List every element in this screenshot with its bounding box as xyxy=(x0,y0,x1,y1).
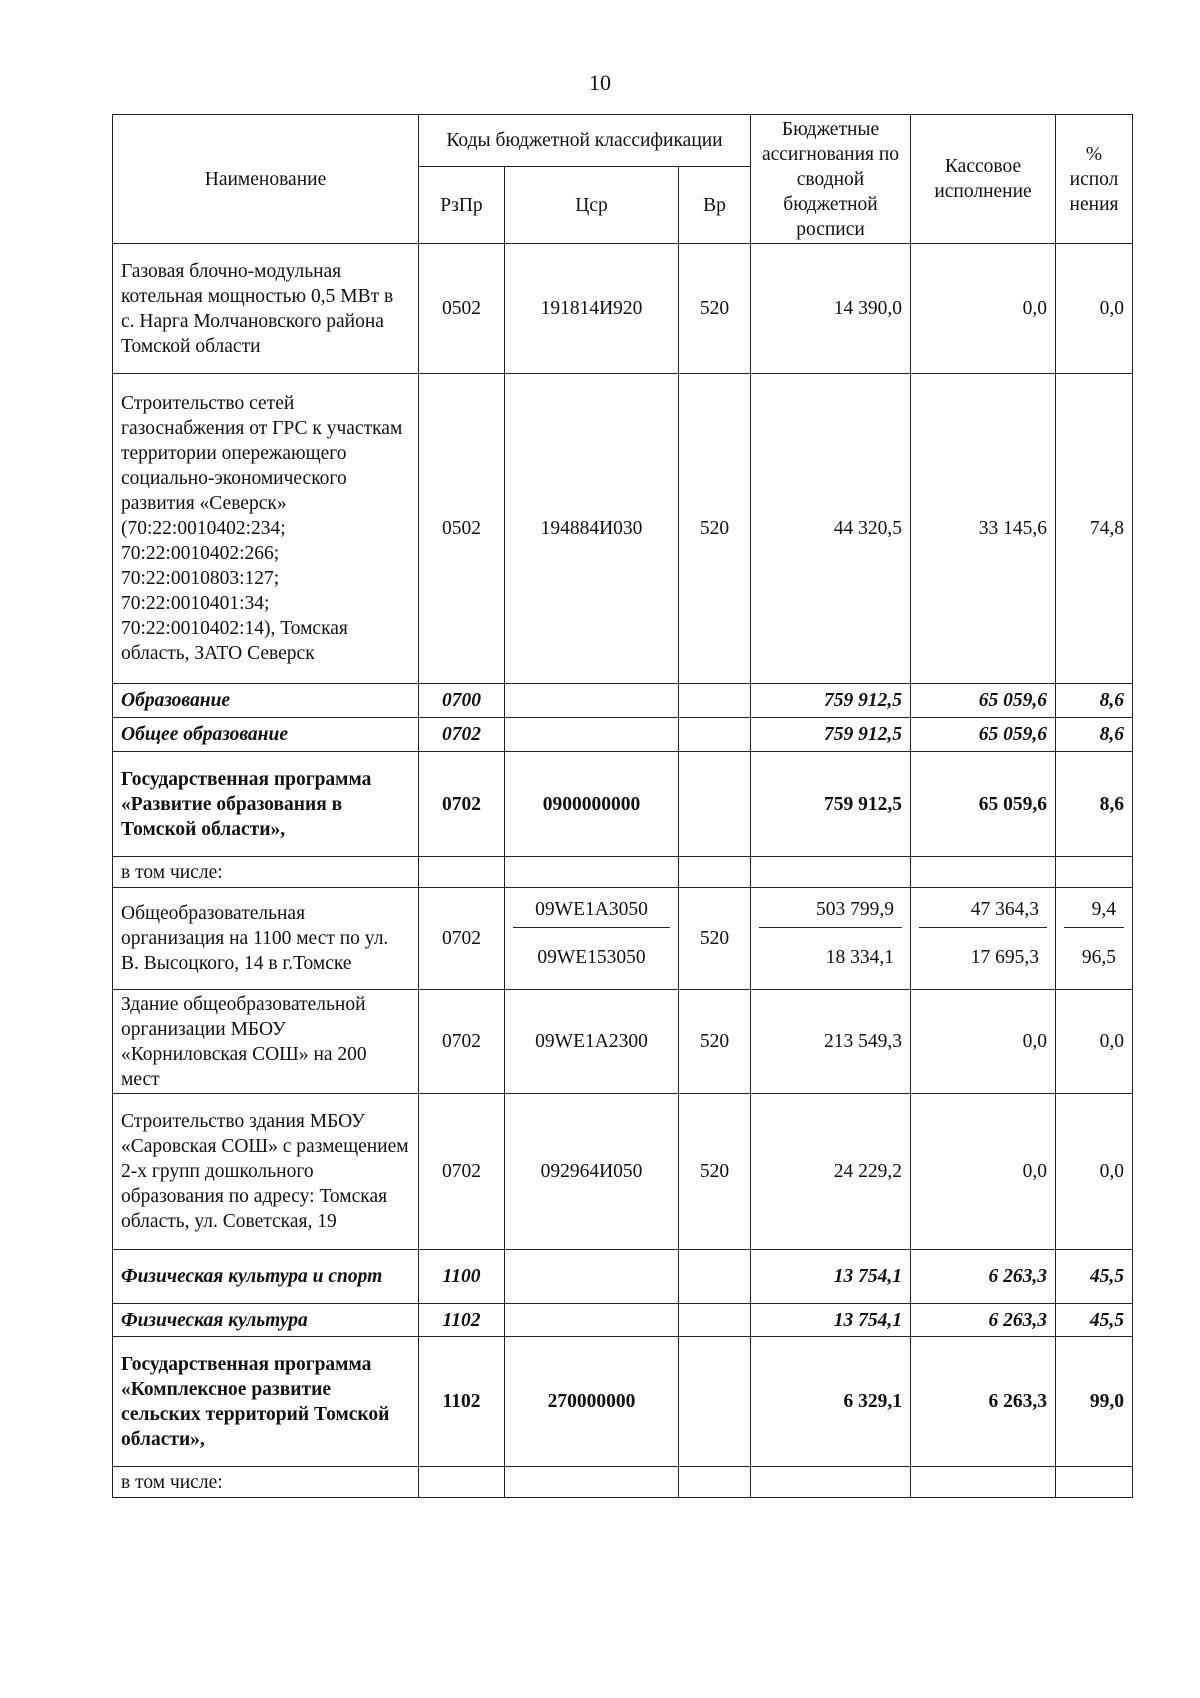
row-name: в том числе: xyxy=(113,1467,419,1498)
row-budget: 13 754,1 xyxy=(751,1304,911,1337)
header-budget: Бюджетные ассигнования по сводной бюджетной росписи xyxy=(751,115,911,244)
row-vr xyxy=(679,1250,751,1304)
row-budget: 6 329,1 xyxy=(751,1337,911,1467)
row-rzpr: 0502 xyxy=(419,374,505,684)
row-vr: 520 xyxy=(679,374,751,684)
row-budget: 13 754,1 xyxy=(751,1250,911,1304)
row-name: Строительство здания МБОУ «Саровская СОШ» с размещением 2-х групп дошкольного образования по адресу: Томская область, ул. Советская, 19 xyxy=(113,1094,419,1250)
row-percent-split xyxy=(1056,888,1133,990)
row-budget: 14 390,0 xyxy=(751,244,911,374)
row-budget: 18 334,1 xyxy=(825,946,895,968)
row-name: Государственная программа «Комплексное развитие сельских территорий Томской области», xyxy=(113,1337,419,1467)
row-name: Физическая культура и спорт xyxy=(113,1250,419,1304)
row-csr xyxy=(505,718,679,752)
row-csr: 0900000000 xyxy=(505,752,679,857)
header-name: Наименование xyxy=(113,115,419,244)
row-budget: 759 912,5 xyxy=(751,684,911,718)
row-budget-split xyxy=(751,888,911,990)
row-percent: 0,0 xyxy=(1056,244,1133,374)
row-percent: 96,5 xyxy=(1081,946,1117,968)
row-budget: 759 912,5 xyxy=(751,752,911,857)
row-name: в том числе: xyxy=(113,857,419,888)
row-percent: 8,6 xyxy=(1056,684,1133,718)
row-budget: 44 320,5 xyxy=(751,374,911,684)
row-name: Физическая культура xyxy=(113,1304,419,1337)
row-name: Образование xyxy=(113,684,419,718)
header-codes-group: Коды бюджетной классификации xyxy=(419,115,751,167)
row-rzpr: 0702 xyxy=(419,888,505,990)
table-row xyxy=(113,244,1133,374)
table-row xyxy=(113,990,1133,1094)
row-name: Общеобразовательная организация на 1100 мест по ул. В. Высоцкого, 14 в г.Томске xyxy=(113,888,419,990)
row-csr xyxy=(505,1250,679,1304)
row-cash: 0,0 xyxy=(911,1094,1056,1250)
table-row xyxy=(113,374,1133,684)
row-csr: 092964И050 xyxy=(505,1094,679,1250)
table-row xyxy=(113,1337,1133,1467)
row-cash: 65 059,6 xyxy=(911,718,1056,752)
row-percent: 45,5 xyxy=(1056,1250,1133,1304)
row-percent: 9,4 xyxy=(1064,891,1124,928)
row-cash: 6 263,3 xyxy=(911,1304,1056,1337)
row-vr xyxy=(679,752,751,857)
row-vr xyxy=(679,1304,751,1337)
row-rzpr: 1100 xyxy=(419,1250,505,1304)
header-percent: % испол нения xyxy=(1056,115,1133,244)
row-cash: 6 263,3 xyxy=(911,1250,1056,1304)
row-cash: 6 263,3 xyxy=(911,1337,1056,1467)
row-rzpr: 0702 xyxy=(419,990,505,1094)
row-cash: 47 364,3 xyxy=(919,891,1047,928)
row-cash: 17 695,3 xyxy=(970,946,1040,968)
row-csr: 09WE153050 xyxy=(537,946,646,968)
row-vr xyxy=(679,1337,751,1467)
row-rzpr: 0702 xyxy=(419,1094,505,1250)
row-budget: 759 912,5 xyxy=(751,718,911,752)
row-cash: 33 145,6 xyxy=(911,374,1056,684)
row-vr: 520 xyxy=(679,244,751,374)
header-cash: Кассовое исполнение xyxy=(911,115,1056,244)
table-row xyxy=(113,857,1133,888)
row-budget: 213 549,3 xyxy=(751,990,911,1094)
row-cash: 65 059,6 xyxy=(911,752,1056,857)
row-vr xyxy=(679,684,751,718)
row-percent: 99,0 xyxy=(1056,1337,1133,1467)
row-name: Общее образование xyxy=(113,718,419,752)
row-csr: 191814И920 xyxy=(505,244,679,374)
row-rzpr: 0502 xyxy=(419,244,505,374)
row-percent: 74,8 xyxy=(1056,374,1133,684)
header-rzpr: РзПр xyxy=(419,167,505,244)
row-csr: 270000000 xyxy=(505,1337,679,1467)
row-csr xyxy=(505,1304,679,1337)
row-rzpr: 0700 xyxy=(419,684,505,718)
row-percent: 0,0 xyxy=(1056,1094,1133,1250)
row-percent: 0,0 xyxy=(1056,990,1133,1094)
table-row xyxy=(113,1094,1133,1250)
row-rzpr: 0702 xyxy=(419,718,505,752)
row-csr: 09WE1A2300 xyxy=(505,990,679,1094)
row-name: Строительство сетей газоснабжения от ГРС к участкам территории опережающего социально-экономического развития «Северск» (70:22:0010402:234; 70:22:0010402:266; 70:22:0010803:127; 70:22:0010401:34; 70:22:0010402:14), Томская область, ЗАТО Северск xyxy=(113,374,419,684)
row-vr: 520 xyxy=(679,888,751,990)
header-vr: Вр xyxy=(679,167,751,244)
row-percent: 8,6 xyxy=(1056,718,1133,752)
row-vr: 520 xyxy=(679,990,751,1094)
table-row xyxy=(113,1304,1133,1337)
header-csr: Цср xyxy=(505,167,679,244)
row-cash: 0,0 xyxy=(911,990,1056,1094)
row-rzpr: 1102 xyxy=(419,1304,505,1337)
row-cash-split xyxy=(911,888,1056,990)
page-number: 10 xyxy=(589,70,611,95)
row-csr: 09WE1A3050 xyxy=(513,891,670,928)
table-row xyxy=(113,1250,1133,1304)
row-budget: 503 799,9 xyxy=(759,891,902,928)
row-csr-split xyxy=(505,888,679,990)
row-name: Государственная программа «Развитие образования в Томской области», xyxy=(113,752,419,857)
row-vr: 520 xyxy=(679,1094,751,1250)
budget-table xyxy=(112,114,1133,1498)
row-name: Здание общеобразовательной организации МБОУ «Корниловская СОШ» на 200 мест xyxy=(113,990,419,1094)
table-row xyxy=(113,1467,1133,1498)
row-name: Газовая блочно-модульная котельная мощностью 0,5 МВт в с. Нарга Молчановского района Томской области xyxy=(113,244,419,374)
row-cash: 65 059,6 xyxy=(911,684,1056,718)
row-rzpr: 1102 xyxy=(419,1337,505,1467)
table-row xyxy=(113,684,1133,718)
row-percent: 8,6 xyxy=(1056,752,1133,857)
row-csr: 194884И030 xyxy=(505,374,679,684)
row-percent: 45,5 xyxy=(1056,1304,1133,1337)
table-row xyxy=(113,718,1133,752)
row-rzpr: 0702 xyxy=(419,752,505,857)
row-cash: 0,0 xyxy=(911,244,1056,374)
row-budget: 24 229,2 xyxy=(751,1094,911,1250)
row-vr xyxy=(679,718,751,752)
table-row xyxy=(113,752,1133,857)
row-csr xyxy=(505,684,679,718)
table-row xyxy=(113,888,1133,990)
